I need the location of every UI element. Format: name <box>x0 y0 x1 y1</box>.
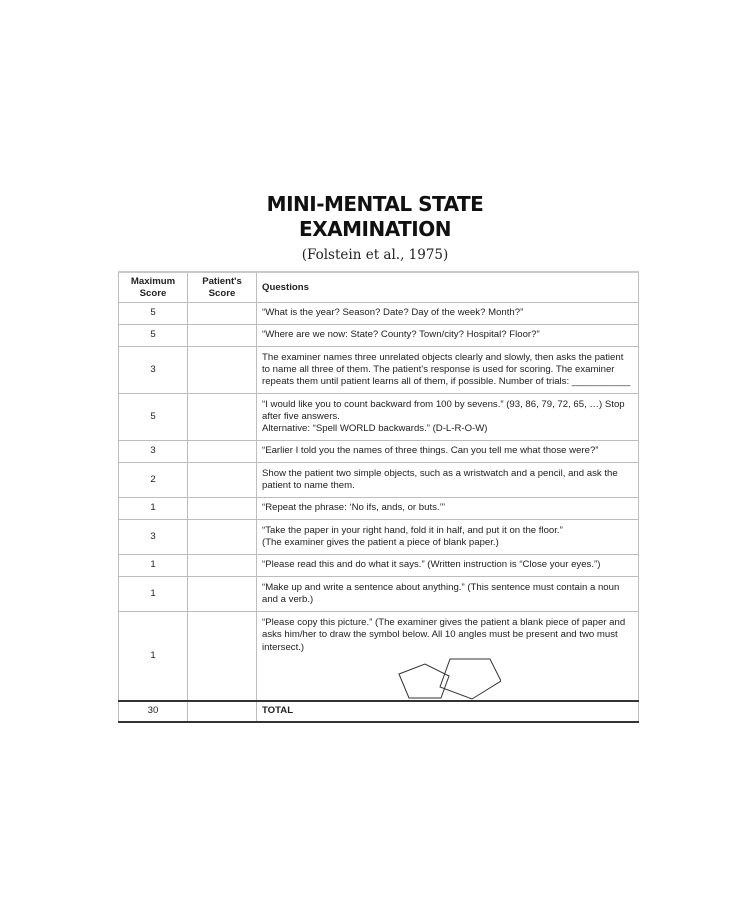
question-text: “Take the paper in your right hand, fold it in half, and put it on the floor.” <box>262 524 563 536</box>
table-row <box>119 303 639 325</box>
total-max-score: 30 <box>119 701 188 722</box>
header-text: Score <box>208 287 236 299</box>
question-alternative: Alternative: “Spell WORLD backwards.” (D-L-R-O-W) <box>262 423 488 435</box>
table-row <box>119 555 639 577</box>
patient-score-cell[interactable] <box>188 394 257 441</box>
document-header <box>0 192 750 263</box>
header-text: Score <box>139 287 167 299</box>
header-text: Maximum <box>130 276 176 287</box>
question-cell: Show the patient two simple objects, such as a wristwatch and a pencil, and ask the patient to name them. <box>257 463 639 498</box>
patient-score-cell[interactable] <box>188 441 257 463</box>
max-score-cell: 3 <box>119 347 188 394</box>
max-score-cell: 5 <box>119 394 188 441</box>
table-row <box>119 520 639 555</box>
table-header-row <box>119 272 639 303</box>
patient-score-cell[interactable] <box>188 555 257 577</box>
total-row <box>119 701 639 722</box>
patient-score-cell[interactable] <box>188 347 257 394</box>
patient-score-cell[interactable] <box>188 498 257 520</box>
patient-score-cell[interactable] <box>188 612 257 701</box>
column-header-patient-score <box>188 272 257 303</box>
patient-score-cell[interactable] <box>188 463 257 498</box>
patient-score-cell[interactable] <box>188 520 257 555</box>
question-cell: “Earlier I told you the names of three things. Can you tell me what those were?” <box>257 441 639 463</box>
patient-score-cell[interactable] <box>188 303 257 325</box>
patient-score-cell[interactable] <box>188 577 257 612</box>
mmse-table <box>118 271 639 723</box>
patient-score-cell[interactable] <box>188 325 257 347</box>
max-score-cell: 1 <box>119 498 188 520</box>
total-label: TOTAL <box>257 701 639 722</box>
question-note: (The examiner gives the patient a piece of blank paper.) <box>262 537 499 548</box>
question-cell <box>257 520 639 555</box>
max-score-cell: 5 <box>119 303 188 325</box>
table-row <box>119 612 639 701</box>
column-header-questions: Questions <box>257 272 639 303</box>
max-score-cell: 3 <box>119 520 188 555</box>
question-text: “Please copy this picture.” (The examiner gives the patient a blank piece of paper and asks him/her to draw the symbol below. All 10 angles must be present and two must intersect.) <box>262 617 626 653</box>
max-score-cell: 5 <box>119 325 188 347</box>
question-cell <box>257 394 639 441</box>
question-cell: “What is the year? Season? Date? Day of the week? Month?” <box>257 303 639 325</box>
total-patient-score[interactable] <box>188 701 257 722</box>
table-row <box>119 394 639 441</box>
table-row <box>119 325 639 347</box>
question-cell <box>257 612 639 701</box>
max-score-cell: 1 <box>119 555 188 577</box>
question-cell: “Please read this and do what it says.” (Written instruction is “Close your eyes.”) <box>257 555 639 577</box>
header-text: Patient's <box>202 276 242 287</box>
page-title-line2: EXAMINATION <box>299 217 451 241</box>
citation: (Folstein et al., 1975) <box>301 247 449 263</box>
question-cell: The examiner names three unrelated objects clearly and slowly, then asks the patient to name all three of them. The patient’s response is used for scoring. The examiner repeats them until patient learns all of them, if possible. Number of trials: ___________ <box>257 347 639 394</box>
max-score-cell: 3 <box>119 441 188 463</box>
max-score-cell: 2 <box>119 463 188 498</box>
page-title-line1: MINI-MENTAL STATE <box>266 192 484 216</box>
table-row <box>119 577 639 612</box>
table-row <box>119 463 639 498</box>
max-score-cell: 1 <box>119 612 188 701</box>
question-cell: “Repeat the phrase: ‘No ifs, ands, or buts.’” <box>257 498 639 520</box>
column-header-max-score <box>119 272 188 303</box>
max-score-cell: 1 <box>119 577 188 612</box>
table-row <box>119 347 639 394</box>
table-row <box>119 441 639 463</box>
question-cell: “Make up and write a sentence about anything.” (This sentence must contain a noun and a verb.) <box>257 577 639 612</box>
question-text: “I would like you to count backward from 100 by sevens.” (93, 86, 79, 72, 65, …) Stop after five answers. <box>262 398 625 422</box>
table-row <box>119 498 639 520</box>
question-cell: “Where are we now: State? County? Town/city? Hospital? Floor?” <box>257 325 639 347</box>
intersecting-pentagons-icon <box>397 658 501 700</box>
